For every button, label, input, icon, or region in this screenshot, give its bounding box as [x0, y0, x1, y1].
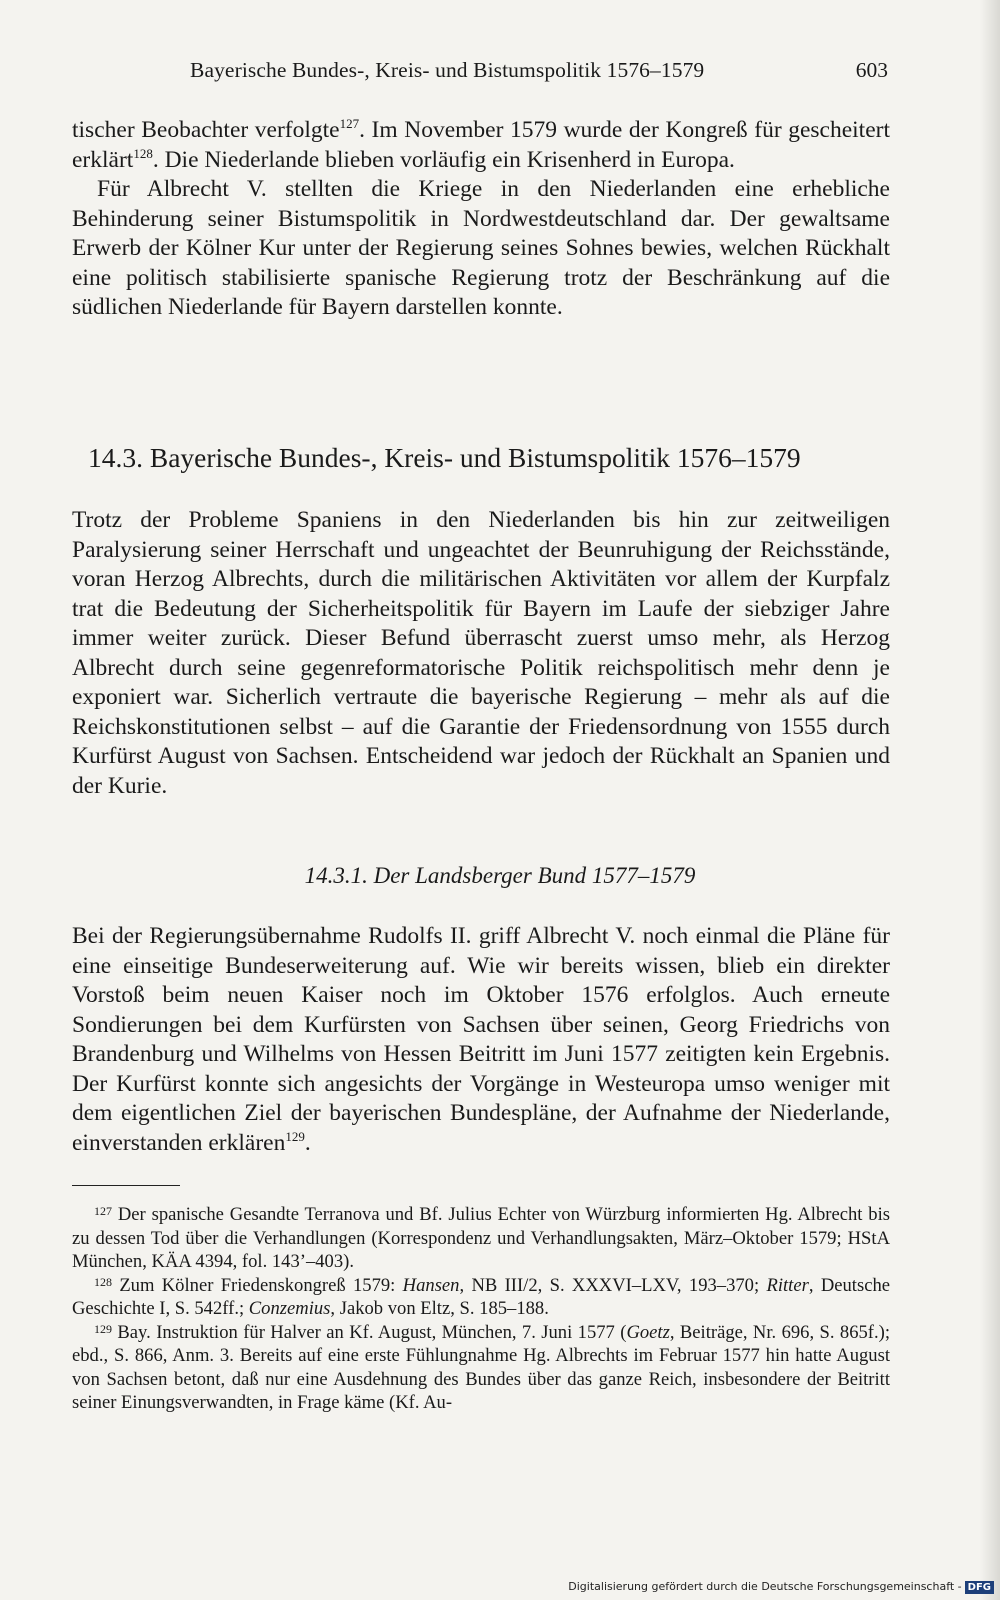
- paragraph-section-intro: Trotz der Probleme Spaniens in den Niederlanden bis hin zur zeitweiligen Paralysierung seiner Herrschaft und ungeachtet der Beunruhigung der Reichsstände, voran Herzog Albrechts, durch die militärischen Aktivitäten vor allem der Kurpfalz trat die Bedeutung der Sicherheitspolitik für Bayern im Laufe der siebziger Jahre immer weiter zurück. Dieser Befund überrascht zuerst umso mehr, als Herzog Albrecht durch seine gegenreformatorische Politik reichspolitisch mehr denn je exponiert war. Sicherlich vertraute die bayerische Regierung – mehr als auf die Reichskonstitutionen selbst – auf die Garantie der Friedensordnung von 1555 durch Kurfürst August von Sachsen. Entscheidend war jedoch der Rückhalt an Spanien und der Kurie.: [72, 507, 890, 799]
- subsection-heading: 14.3.1. Der Landsberger Bund 1577–1579: [304, 863, 696, 888]
- credit-text: Digitalisierung gefördert durch die Deutsche Forschungsgemeinschaft -: [568, 1580, 962, 1593]
- footnote-ref-129[interactable]: 129: [285, 1128, 305, 1144]
- dfg-logo: DFG: [965, 1581, 994, 1594]
- running-title: Bayerische Bundes-, Kreis- und Bistumspolitik 1576–1579: [190, 58, 705, 82]
- page-number: 603: [855, 58, 888, 82]
- book-spine-shadow: [980, 0, 1000, 1600]
- footnotes: [72, 1203, 890, 1415]
- footnote-127: $^{127}$ Der spanische Gesandte Terranova und Bf. Julius Echter von Würzburg informierten Hg. Albrecht bis zu dessen Tod über die Verhandlungen (Korrespondenz und Verhandlungsakten, März–Oktober 1579; HStA München, KÄA 4394, fol. 143’–403).: [72, 1204, 890, 1272]
- footnote-129: $^{129}$ Bay. Instruktion für Halver an Kf. August, München, 7. Juni 1577 (Goetz, Beiträge, Nr. 696, S. 865f.); ebd., S. 866, Anm. 3. Bereits auf eine erste Fühlungnahme Hg. Albrechts im Februar 1577 hin hatte August von Sachsen betont, daß nur eine Ausdehnung des Bundes über das ganze Reich, insbesondere der Beitritt seiner Einungsverwandten, in Frage käme (Kf. Au-: [72, 1321, 890, 1413]
- running-head: [190, 58, 890, 88]
- footnote-128: $^{128}$ Zum Kölner Friedenskongreß 1579: Hansen, NB III/2, S. XXXVI–LXV, 193–370; Ritter, Deutsche Geschichte I, S. 542ff.; Conzemius, Jakob von Eltz, S. 185–188.: [72, 1274, 890, 1319]
- text-block-top: [72, 116, 890, 323]
- digitization-credit: [568, 1580, 994, 1594]
- paragraph-landsberger: Bei der Regierungsübernahme Rudolfs II. griff Albrecht V. noch einmal die Pläne für eine einseitige Bundeserweiterung auf. Wie wir bereits wissen, blieb ein direkter Vorstoß beim neuen Kaiser noch im Oktober 1576 erfolglos. Auch erneute Sondierungen bei dem Kurfürsten von Sachsen über seinen, Georg Friedrichs von Brandenburg und Wilhelms von Hessen Beitritt im Juni 1577 zeitigten kein Ergebnis. Der Kurfürst konnte sich angesichts der Vorgänge in Westeuropa umso weniger mit dem eigentlichen Ziel der bayerischen Bundespläne, der Aufnahme der Niederlande, einverstanden erklären$^{129}$.: [72, 923, 890, 1156]
- footnote-rule: [72, 1185, 180, 1186]
- footnote-ref-127[interactable]: 127: [339, 116, 360, 131]
- text-block-subsection: [72, 922, 890, 1158]
- paragraph-albrecht: Für Albrecht V. stellten die Kriege in den Niederlanden eine erhebliche Behinderung seiner Bistumspolitik in Nordwestdeutschland dar. Der gewaltsame Erwerb der Kölner Kur unter der Regierung seines Sohnes bewies, welchen Rückhalt eine politisch stabilisierte spanische Regierung trotz der Beschränkung auf die südlichen Niederlande für Bayern darstellen konnte.: [72, 176, 890, 320]
- paragraph-continuation: tischer Beobachter verfolgte$^{127}$. Im November 1579 wurde der Kongreß für gescheitert erklärt$^{128}$. Die Niederlande blieben vorläufig ein Krisenherd in Europa.: [72, 116, 890, 173]
- text-block-section: [72, 506, 890, 801]
- section-heading: 14.3. Bayerische Bundes-, Kreis- und Bistumspolitik 1576–1579: [88, 442, 801, 473]
- footnote-ref-128[interactable]: 128: [133, 145, 153, 161]
